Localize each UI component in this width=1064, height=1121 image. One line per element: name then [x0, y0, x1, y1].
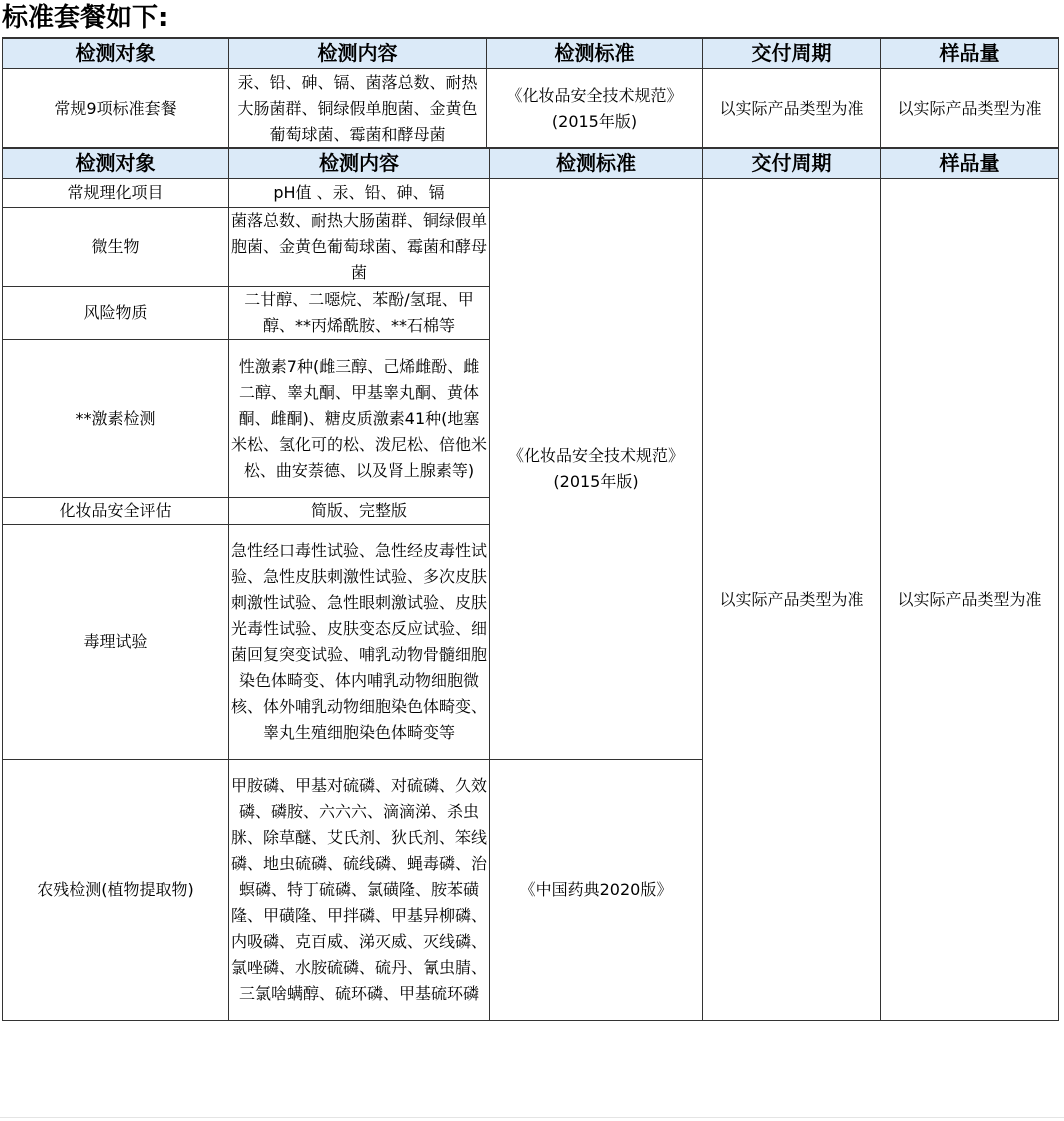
- cell-sample: 以实际产品类型为准: [881, 69, 1059, 149]
- cell-object: 化妆品安全评估: [3, 498, 229, 525]
- cell-content: 二甘醇、二噁烷、苯酚/氢琨、甲醇、**丙烯酰胺、**石棉等: [229, 287, 490, 340]
- header-content: 检测内容: [229, 148, 490, 179]
- header-standard: 检测标准: [487, 38, 703, 69]
- cell-standard: [487, 69, 703, 149]
- cell-content: pH值 、汞、铅、砷、镉: [229, 179, 490, 208]
- detailed-test-table: [2, 147, 1059, 1021]
- header-cycle: 交付周期: [703, 148, 881, 179]
- standard-edition: (2015年版): [551, 111, 638, 131]
- standard-name: 《化妆品安全技术规范》: [506, 85, 683, 105]
- cell-content: 甲胺磷、甲基对硫磷、对硫磷、久效磷、磷胺、六六六、滴滴涕、杀虫脒、除草醚、艾氏剂、狄氏剂、笨线磷、地虫硫磷、硫线磷、蝇毒磷、治螟磷、特丁硫磷、氯磺隆、胺苯磺隆、甲磺隆、甲拌磷、甲基异柳磷、内吸磷、克百威、涕灭威、灭线磷、氯唑磷、水胺硫磷、硫丹、氰虫腈、三氯啥螨醇、硫环磷、甲基硫环磷: [229, 760, 490, 1021]
- cell-object: 风险物质: [3, 287, 229, 340]
- header-object: 检测对象: [3, 148, 229, 179]
- cell-standard-cosmetic: [490, 179, 703, 760]
- standard-edition: (2015年版): [553, 472, 639, 491]
- cell-object: 常规理化项目: [3, 179, 229, 208]
- cell-object: 农残检测(植物提取物): [3, 760, 229, 1021]
- cell-content: 性激素7种(雌三醇、己烯雌酚、雌二醇、睾丸酮、甲基睾丸酮、黄体酮、雌酮)、糖皮质激素41种(地塞米松、氢化可的松、泼尼松、倍他米松、曲安萘德、以及肾上腺素等): [229, 340, 490, 498]
- table-header-row: [3, 148, 1059, 179]
- cell-content: 简版、完整版: [229, 498, 490, 525]
- header-content: 检测内容: [229, 38, 487, 69]
- cell-object: 毒理试验: [3, 525, 229, 760]
- header-sample: 样品量: [881, 148, 1059, 179]
- cell-content: 急性经口毒性试验、急性经皮毒性试验、急性皮肤刺激性试验、多次皮肤刺激性试验、急性眼刺激试验、皮肤光毒性试验、皮肤变态反应试验、细菌回复突变试验、哺乳动物骨髓细胞染色体畸变、体内哺乳动物细胞微核、体外哺乳动物细胞染色体畸变、睾丸生殖细胞染色体畸变等: [229, 525, 490, 760]
- cell-object: **激素检测: [3, 340, 229, 498]
- header-cycle: 交付周期: [703, 38, 881, 69]
- standard-package-table: [2, 37, 1059, 149]
- cell-object: 常规9项标准套餐: [3, 69, 229, 149]
- cell-cycle: 以实际产品类型为准: [703, 179, 881, 1021]
- cell-content: 菌落总数、耐热大肠菌群、铜绿假单胞菌、金黄色葡萄球菌、霉菌和酵母菌: [229, 208, 490, 287]
- header-object: 检测对象: [3, 38, 229, 69]
- table-row: [3, 179, 1059, 208]
- cell-standard-pharmacopoeia: 《中国药典2020版》: [490, 760, 703, 1021]
- cell-cycle: 以实际产品类型为准: [703, 69, 881, 149]
- table-header-row: [3, 38, 1059, 69]
- cell-sample: 以实际产品类型为准: [881, 179, 1059, 1021]
- cell-content: 汞、铅、砷、镉、菌落总数、耐热大肠菌群、铜绿假单胞菌、金黄色葡萄球菌、霉菌和酵母菌: [229, 69, 487, 149]
- divider: [0, 1117, 1064, 1118]
- cell-object: 微生物: [3, 208, 229, 287]
- header-standard: 检测标准: [490, 148, 703, 179]
- page-title: 标准套餐如下:: [2, 3, 169, 33]
- header-sample: 样品量: [881, 38, 1059, 69]
- table-row: [3, 69, 1059, 149]
- standard-name: 《化妆品安全技术规范》: [507, 446, 684, 465]
